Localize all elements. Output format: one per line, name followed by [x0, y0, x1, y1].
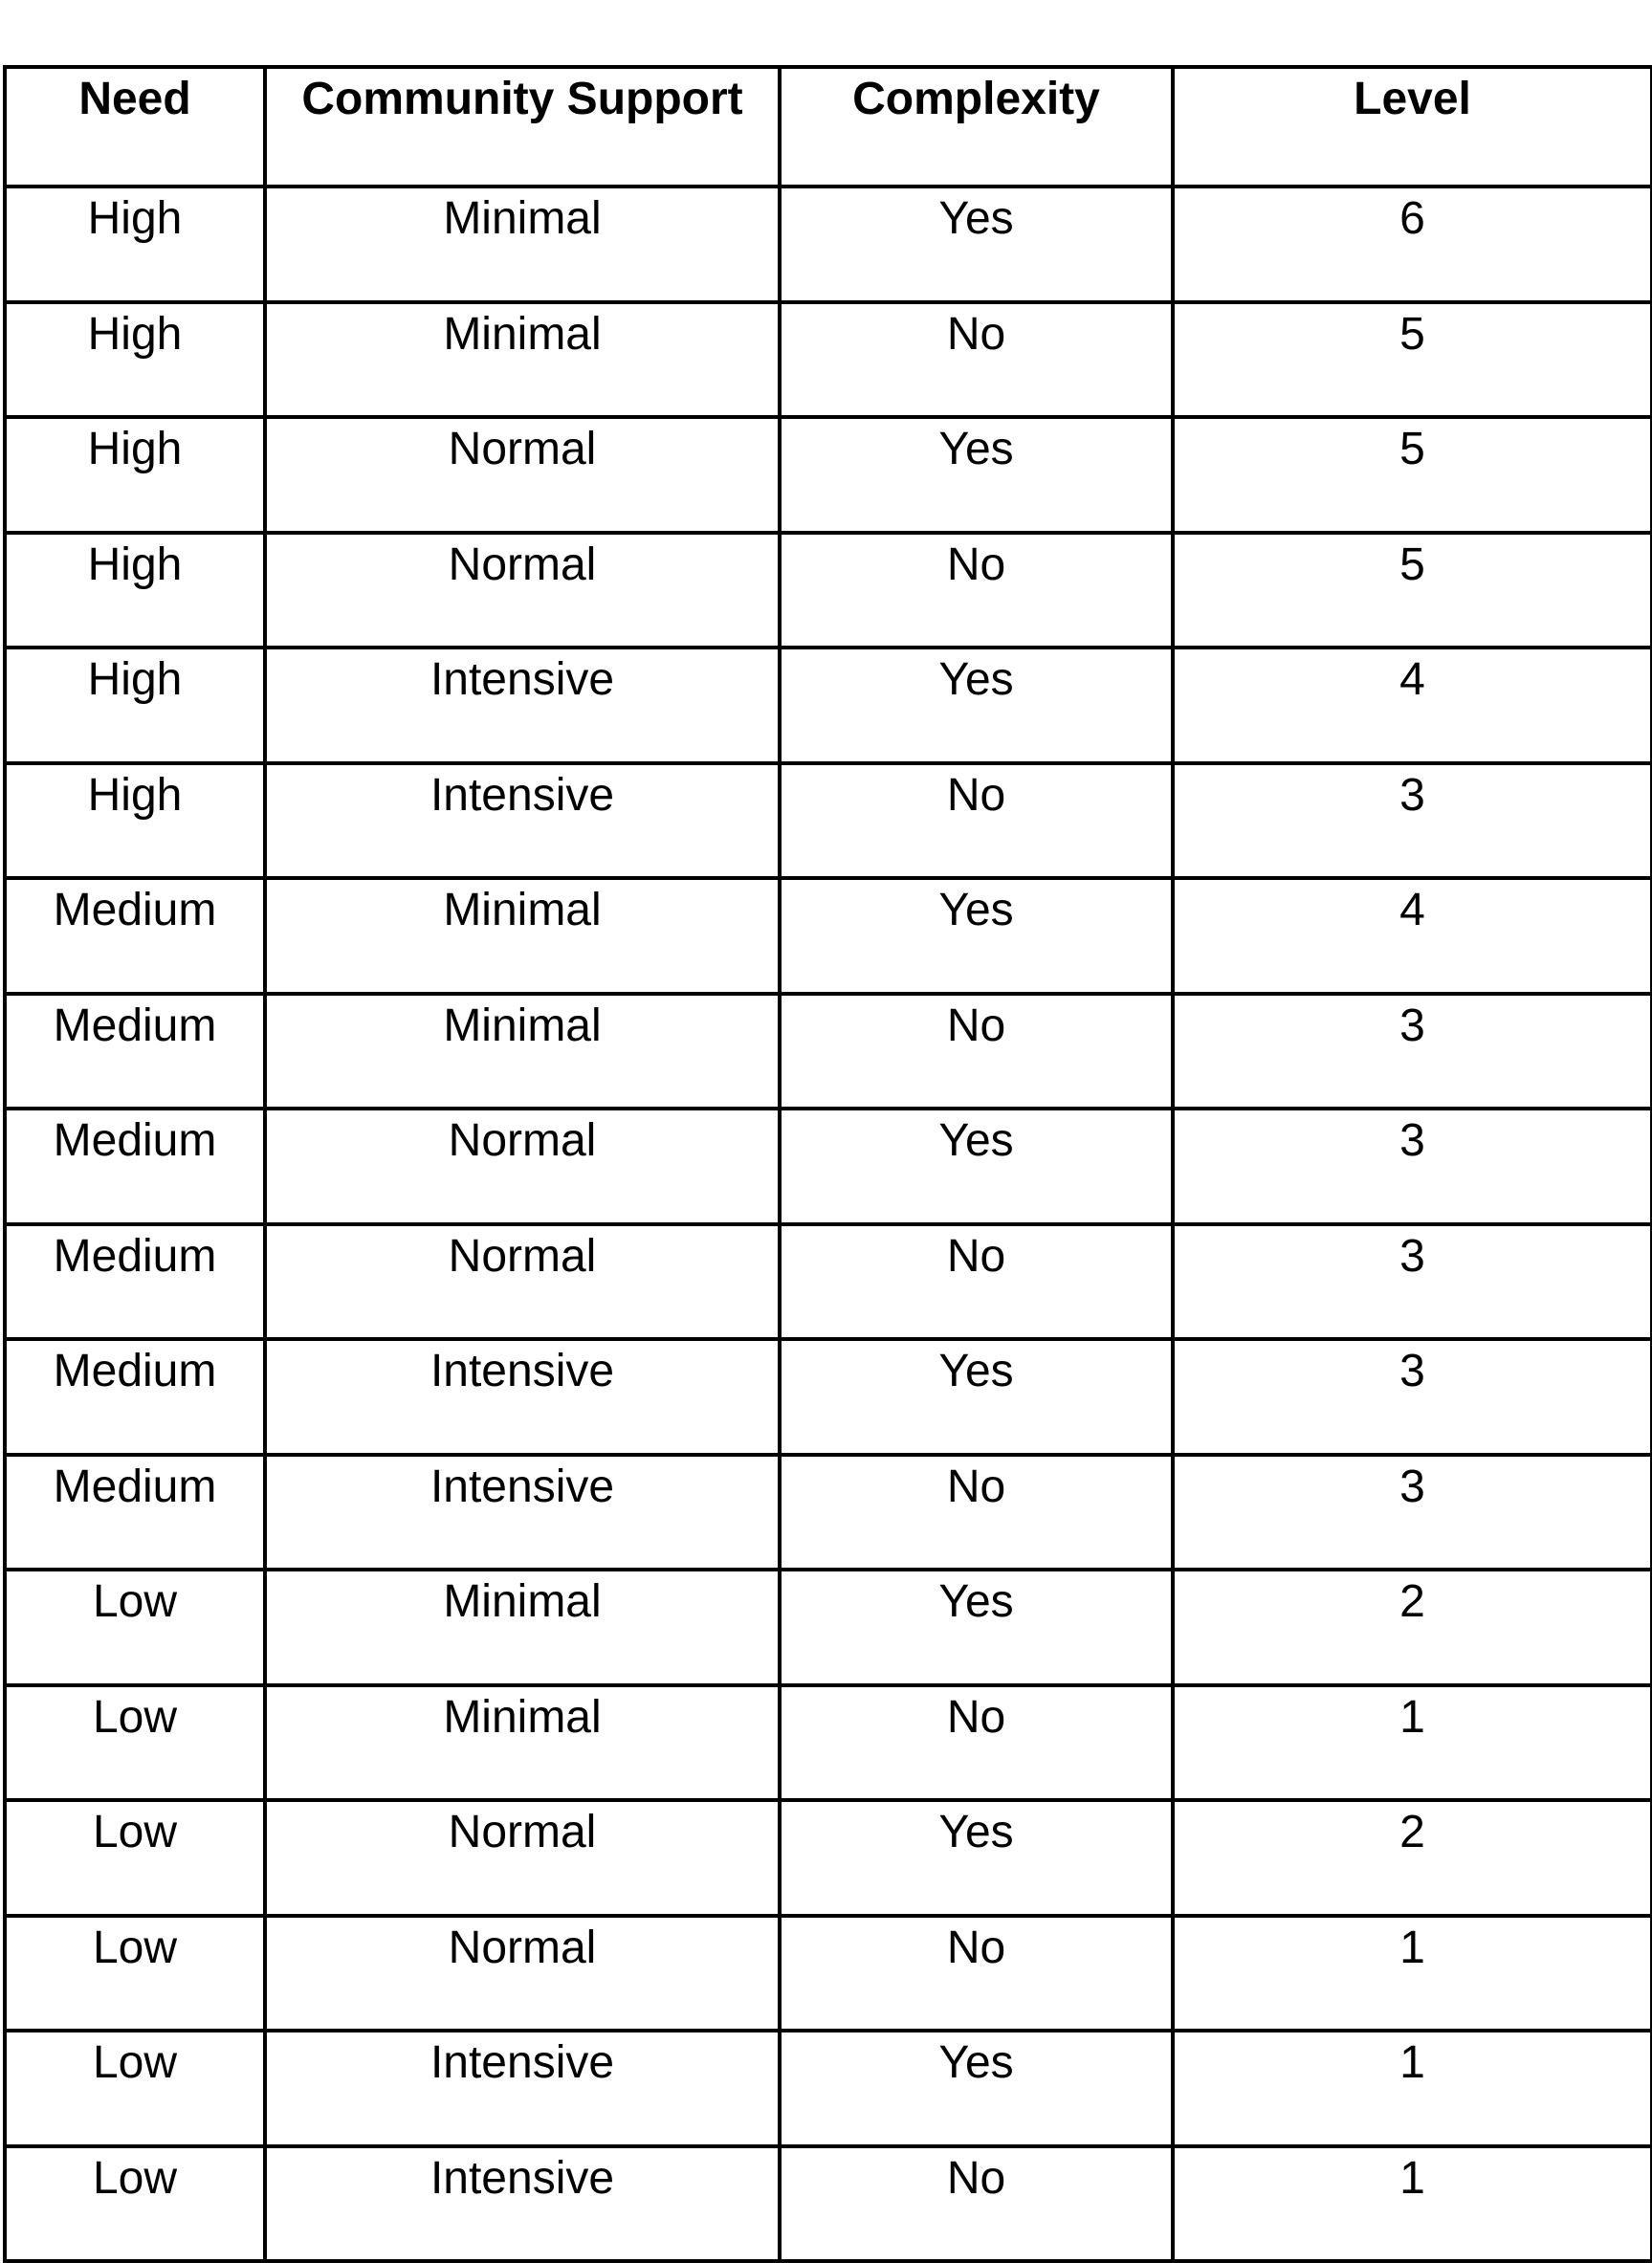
- table-row: [5, 1800, 1652, 1916]
- need-cell: Medium: [5, 878, 265, 994]
- complexity-cell: Yes: [780, 417, 1173, 533]
- community-support-cell: Minimal: [265, 1685, 780, 1801]
- level-cell: 1: [1173, 1685, 1652, 1801]
- complexity-cell: Yes: [780, 878, 1173, 994]
- community-support-cell: Normal: [265, 1109, 780, 1224]
- level-table: [3, 65, 1652, 2263]
- community-support-cell: Normal: [265, 1800, 780, 1916]
- level-cell: 2: [1173, 1570, 1652, 1685]
- complexity-cell: No: [780, 1224, 1173, 1340]
- table-row: [5, 1224, 1652, 1340]
- level-cell: 1: [1173, 2146, 1652, 2262]
- need-cell: High: [5, 417, 265, 533]
- need-cell: High: [5, 187, 265, 302]
- level-cell: 4: [1173, 648, 1652, 763]
- community-support-cell: Intensive: [265, 2146, 780, 2262]
- complexity-cell: Yes: [780, 648, 1173, 763]
- need-cell: High: [5, 533, 265, 648]
- header-community-support: Community Support: [265, 67, 780, 187]
- community-support-cell: Intensive: [265, 1455, 780, 1571]
- community-support-cell: Minimal: [265, 878, 780, 994]
- level-cell: 5: [1173, 417, 1652, 533]
- need-cell: Medium: [5, 1109, 265, 1224]
- table-row: [5, 878, 1652, 994]
- table-row: [5, 187, 1652, 302]
- community-support-cell: Minimal: [265, 187, 780, 302]
- community-support-cell: Normal: [265, 417, 780, 533]
- level-cell: 5: [1173, 533, 1652, 648]
- complexity-cell: Yes: [780, 1570, 1173, 1685]
- level-cell: 1: [1173, 2031, 1652, 2146]
- community-support-cell: Minimal: [265, 1570, 780, 1685]
- complexity-cell: No: [780, 2146, 1173, 2262]
- community-support-cell: Normal: [265, 1916, 780, 2032]
- level-cell: 3: [1173, 763, 1652, 879]
- need-cell: Low: [5, 2146, 265, 2262]
- complexity-cell: No: [780, 302, 1173, 418]
- level-cell: 3: [1173, 1455, 1652, 1571]
- header-complexity: Complexity: [780, 67, 1173, 187]
- community-support-cell: Intensive: [265, 2031, 780, 2146]
- need-cell: High: [5, 763, 265, 879]
- table-row: [5, 1455, 1652, 1571]
- table-row: [5, 648, 1652, 763]
- header-need: Need: [5, 67, 265, 187]
- community-support-cell: Minimal: [265, 302, 780, 418]
- complexity-cell: No: [780, 763, 1173, 879]
- table-row: [5, 302, 1652, 418]
- community-support-cell: Intensive: [265, 763, 780, 879]
- complexity-cell: No: [780, 1685, 1173, 1801]
- table-row: [5, 1916, 1652, 2032]
- level-cell: 4: [1173, 878, 1652, 994]
- table-row: [5, 1570, 1652, 1685]
- complexity-cell: No: [780, 1455, 1173, 1571]
- need-cell: Low: [5, 1916, 265, 2032]
- table-row: [5, 533, 1652, 648]
- community-support-cell: Minimal: [265, 994, 780, 1110]
- table-row: [5, 1339, 1652, 1455]
- need-cell: Medium: [5, 1224, 265, 1340]
- table-row: [5, 2146, 1652, 2262]
- level-cell: 1: [1173, 1916, 1652, 2032]
- complexity-cell: Yes: [780, 1339, 1173, 1455]
- complexity-cell: Yes: [780, 187, 1173, 302]
- community-support-cell: Intensive: [265, 1339, 780, 1455]
- table-row: [5, 2031, 1652, 2146]
- community-support-cell: Normal: [265, 533, 780, 648]
- need-cell: Low: [5, 1570, 265, 1685]
- header-level: Level: [1173, 67, 1652, 187]
- need-cell: Low: [5, 1800, 265, 1916]
- need-cell: Low: [5, 2031, 265, 2146]
- table-row: [5, 994, 1652, 1110]
- level-cell: 2: [1173, 1800, 1652, 1916]
- level-cell: 3: [1173, 1339, 1652, 1455]
- complexity-cell: Yes: [780, 2031, 1173, 2146]
- complexity-cell: No: [780, 533, 1173, 648]
- complexity-cell: No: [780, 1916, 1173, 2032]
- level-cell: 6: [1173, 187, 1652, 302]
- complexity-cell: No: [780, 994, 1173, 1110]
- community-support-cell: Normal: [265, 1224, 780, 1340]
- community-support-cell: Intensive: [265, 648, 780, 763]
- complexity-cell: Yes: [780, 1109, 1173, 1224]
- need-cell: Medium: [5, 1455, 265, 1571]
- table-body: [5, 187, 1652, 2261]
- level-cell: 3: [1173, 994, 1652, 1110]
- level-cell: 3: [1173, 1109, 1652, 1224]
- level-cell: 5: [1173, 302, 1652, 418]
- need-cell: Low: [5, 1685, 265, 1801]
- need-cell: Medium: [5, 994, 265, 1110]
- table-row: [5, 417, 1652, 533]
- table-row: [5, 1685, 1652, 1801]
- complexity-cell: Yes: [780, 1800, 1173, 1916]
- need-cell: Medium: [5, 1339, 265, 1455]
- level-cell: 3: [1173, 1224, 1652, 1340]
- need-cell: High: [5, 302, 265, 418]
- table-header-row: [5, 67, 1652, 187]
- table-row: [5, 763, 1652, 879]
- need-cell: High: [5, 648, 265, 763]
- table-row: [5, 1109, 1652, 1224]
